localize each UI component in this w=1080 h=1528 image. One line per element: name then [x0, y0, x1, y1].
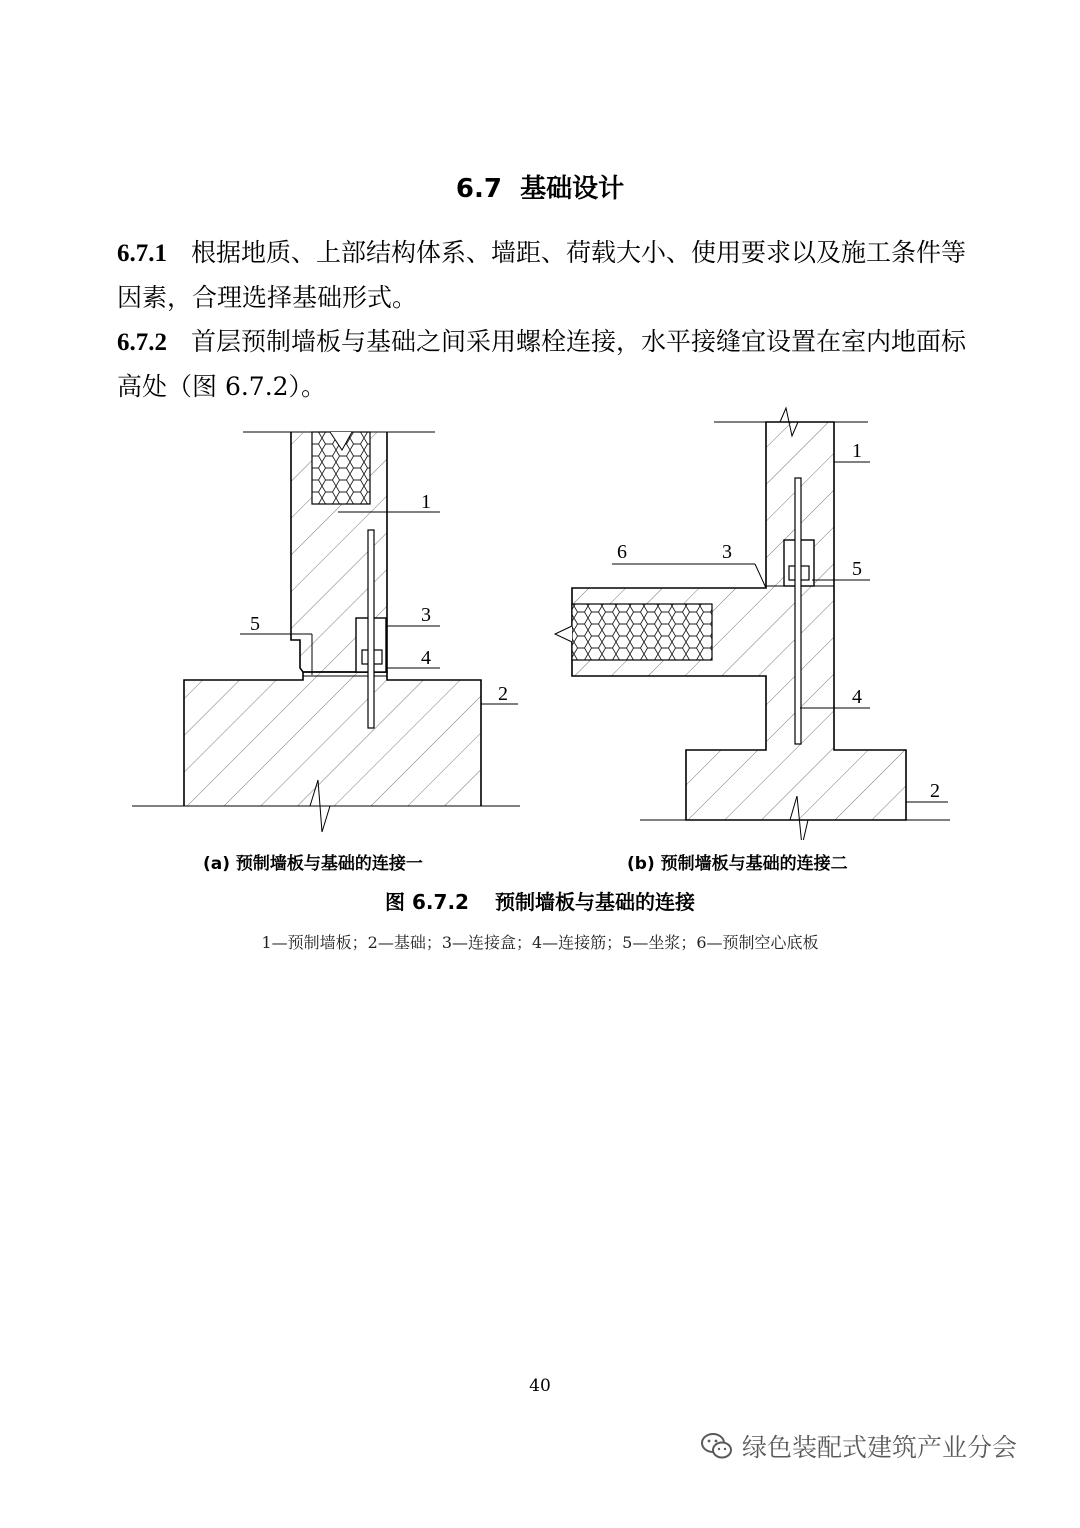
clause-text: 根据地质、上部结构体系、墙距、荷载大小、使用要求以及施工条件等因素，合理选择基础形式。	[117, 238, 967, 312]
clause-paragraph	[117, 231, 967, 320]
clause-paragraph	[117, 320, 967, 409]
label-b-3: 3	[722, 541, 732, 563]
foundation	[184, 672, 481, 806]
figure-caption	[0, 886, 1080, 915]
subcaption-b: (b) 预制墙板与基础的连接二	[627, 854, 848, 874]
hollow-slab	[572, 604, 712, 660]
watermark	[700, 1428, 1017, 1464]
clause-text: 首层预制墙板与基础之间采用螺栓连接，水平接缝宜设置在室内地面标高处（图 6.7.2）。	[117, 327, 967, 401]
watermark-text: 绿色装配式建筑产业分会	[742, 1433, 1018, 1462]
label-b-2: 2	[930, 780, 940, 802]
section-title-text: 基础设计	[520, 174, 625, 204]
label-b-4: 4	[852, 686, 862, 708]
connection-drawing	[0, 400, 1080, 840]
clause-number: 6.7.1	[117, 240, 167, 267]
wechat-icon	[700, 1431, 734, 1461]
section-number: 6.7	[455, 174, 502, 204]
section-title	[0, 168, 1080, 205]
figure-legend: 1—预制墙板；2—基础；3—连接盒；4—连接筋；5—坐浆；6—预制空心底板	[261, 933, 819, 952]
label-a-5: 5	[250, 613, 260, 635]
connection-rebar	[368, 530, 374, 728]
label-b-1: 1	[852, 440, 862, 462]
connection-rebar	[795, 478, 801, 744]
drawing-a	[132, 432, 520, 832]
label-b-5: 5	[852, 558, 862, 580]
subcaption-a: (a) 预制墙板与基础的连接一	[203, 854, 423, 874]
label-a-4: 4	[421, 647, 431, 669]
drawing-b	[555, 408, 950, 840]
label-a-1: 1	[421, 491, 431, 513]
label-a-3: 3	[421, 604, 431, 626]
page-number: 40	[529, 1376, 551, 1396]
figure-number: 图 6.7.2	[385, 890, 469, 914]
label-a-2: 2	[498, 683, 508, 705]
clause-number: 6.7.2	[117, 329, 167, 356]
figure-title: 预制墙板与基础的连接	[494, 890, 695, 914]
label-b-6: 6	[617, 541, 627, 563]
